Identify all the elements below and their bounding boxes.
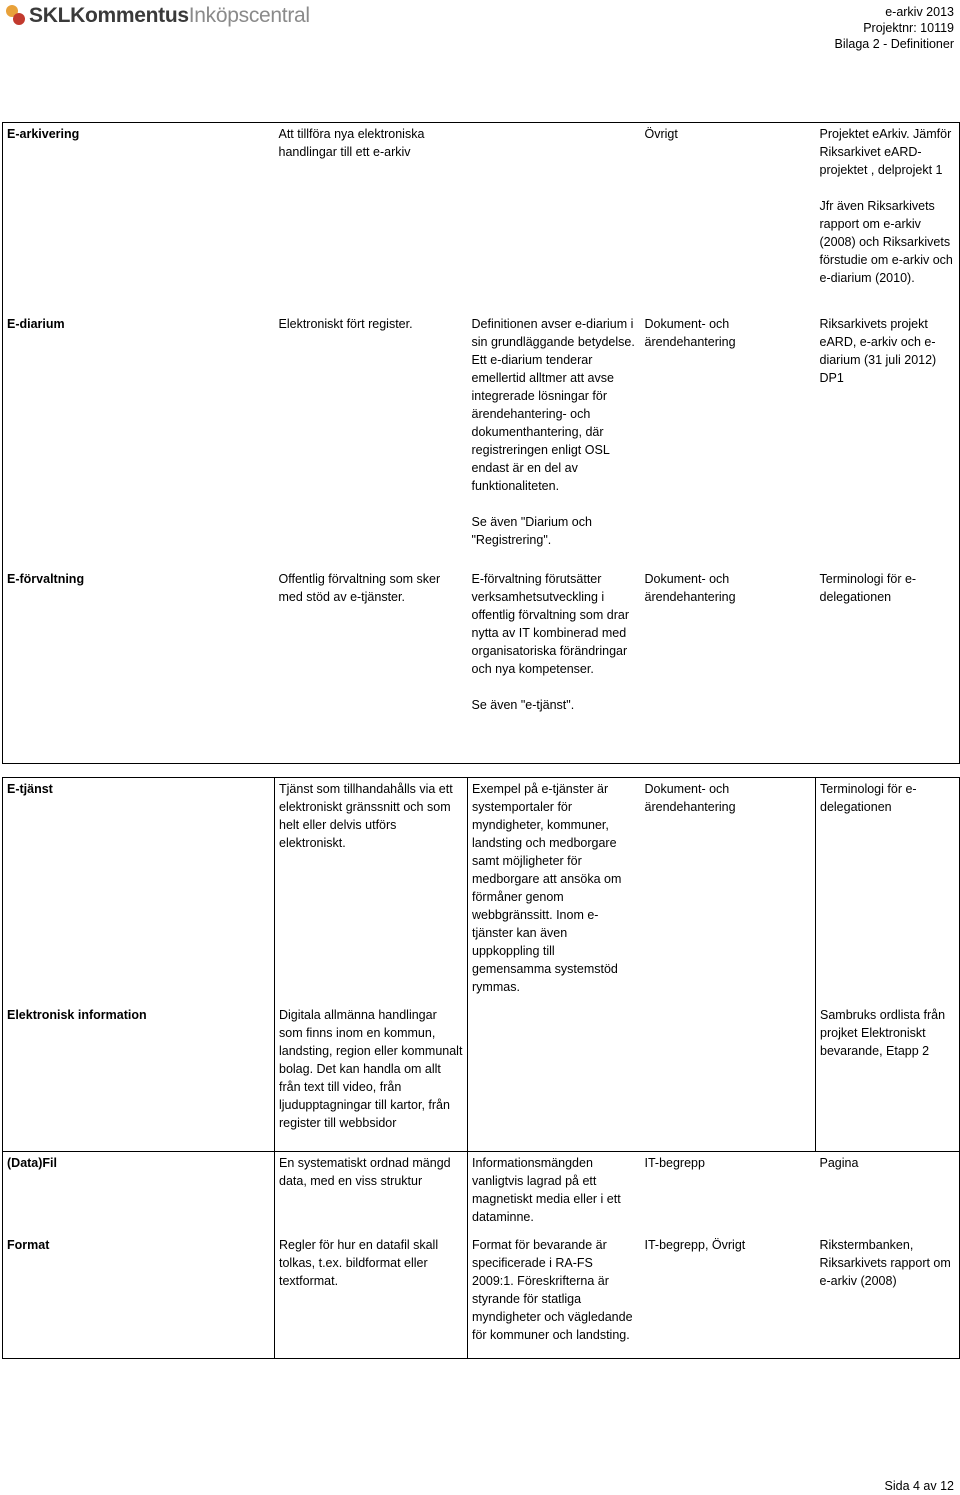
comment-text: E-förvaltning förutsätter verksamhetsutveckling i offentlig förvaltning som drar nytta av IT kombinerad med organisatoriska förändringar och nya kompetenser. [471,571,629,676]
source-cell: Terminologi för e-delegationen [816,778,960,1005]
definitions-table [2,122,960,1359]
source-cell: Pagina [816,1151,960,1234]
category-cell: Dokument- och ärendehantering [644,316,736,349]
comment-cell [468,568,641,764]
logo-mark-icon [6,5,26,27]
term-cell: (Data)Fil [3,1151,275,1234]
table-row [3,1234,960,1359]
term-cell: E-arkivering [3,123,275,313]
source-cell: Riksarkivets projekt eARD, e-arkiv och e-diarium (31 juli 2012) DP1 [816,313,960,568]
comment-cell [468,123,641,313]
category-cell: Dokument- och ärendehantering [641,778,816,1005]
definition-cell: Elektroniskt fört register. [278,316,413,331]
definition-cell: En systematiskt ordnad mängd data, med en viss struktur [275,1151,468,1234]
page-number: Sida 4 av 12 [884,1479,954,1493]
category-cell: IT-begrepp [644,1155,705,1170]
source-text: Projektet eArkiv. Jämför Riksarkivet eARD-projektet , delprojekt 1 [819,127,952,177]
doc-title: e-arkiv 2013 [885,5,954,19]
comment-see-also: Se även "Diarium och "Registrering". [471,514,592,547]
category-cell: Övrigt [641,123,816,313]
table-spacer [3,764,960,778]
logo-text-part1: SKLKommentus [29,4,189,27]
appendix-title: Bilaga 2 - Definitioner [834,37,954,51]
comment-cell [468,313,641,568]
header-info [834,4,954,52]
table-row [3,1004,960,1151]
source-note: Jfr även Riksarkivets rapport om e-arkiv (2008) och Riksarkivets förstudie om e-arkiv och e-diarium (2010). [819,199,953,285]
source-cell: Rikstermbanken, Riksarkivets rapport om e-arkiv (2008) [816,1234,960,1359]
table-row [3,568,960,764]
source-cell [816,123,960,313]
term-cell: E-tjänst [3,778,275,1005]
term-cell: E-diarium [3,313,275,568]
definition-cell: Offentlig förvaltning som sker med stöd av e-tjänster. [275,568,468,764]
comment-text: Definitionen avser e-diarium i sin grundläggande betydelse. Ett e-diarium tenderar emellertid alltmer att avse integrerade lösningar för ärendehantering- och dokumenthantering, där registreringen enligt OSL endast är en del av funktionaliteten. [471,316,635,493]
comment-cell: Exempel på e-tjänster är systemportaler för myndigheter, kommuner, landsting och medborgare samt möjligheter för medborgare att ansöka om förmåner genom webbgränssitt. Inom e-tjänster kan även uppkoppling till gemensamma systemstöd rymmas. [468,778,641,1005]
comment-cell [468,1004,641,1151]
source-cell: Terminologi för e-delegationen [816,568,960,764]
definition-cell: Att tillföra nya elektroniska handlingar till ett e-arkiv [275,123,468,313]
category-cell: Dokument- och ärendehantering [641,568,816,764]
table-row [3,778,960,1005]
term-cell: E-förvaltning [3,568,275,764]
logo-text-part2: Inköpscentral [188,4,310,27]
table-row [3,1151,960,1234]
category-cell: IT-begrepp, Övrigt [641,1234,816,1359]
logo [6,4,310,28]
category-cell [641,1004,816,1151]
project-number: Projektnr: 10119 [863,21,954,35]
source-cell: Sambruks ordlista från projket Elektroniskt bevarande, Etapp 2 [816,1004,960,1151]
term-cell: Format [3,1234,275,1359]
comment-cell: Format för bevarande är specificerade i RA-FS 2009:1. Föreskrifterna är styrande för statliga myndigheter och vägledande för kommuner och landsting. [468,1234,641,1359]
term-cell: Elektronisk information [3,1004,275,1151]
definition-cell: Tjänst som tillhandahålls via ett elektroniskt gränssnitt och som helt eller delvis utförs elektroniskt. [275,778,468,1005]
table-row [3,123,960,313]
definition-cell: Regler för hur en datafil skall tolkas, t.ex. bildformat eller textformat. [275,1234,468,1359]
table-row [3,313,960,568]
definition-cell: Digitala allmänna handlingar som finns inom en kommun, landsting, region eller kommunalt bolag. Det kan handla om allt från text till video, från ljudupptagningar till kartor, från register till webbsidor [275,1004,468,1151]
logo-text [29,4,310,28]
comment-cell: Informationsmängden vanligtvis lagrad på ett magnetiskt media eller i ett dataminne. [468,1151,641,1234]
comment-see-also: Se även "e-tjänst". [471,697,575,712]
